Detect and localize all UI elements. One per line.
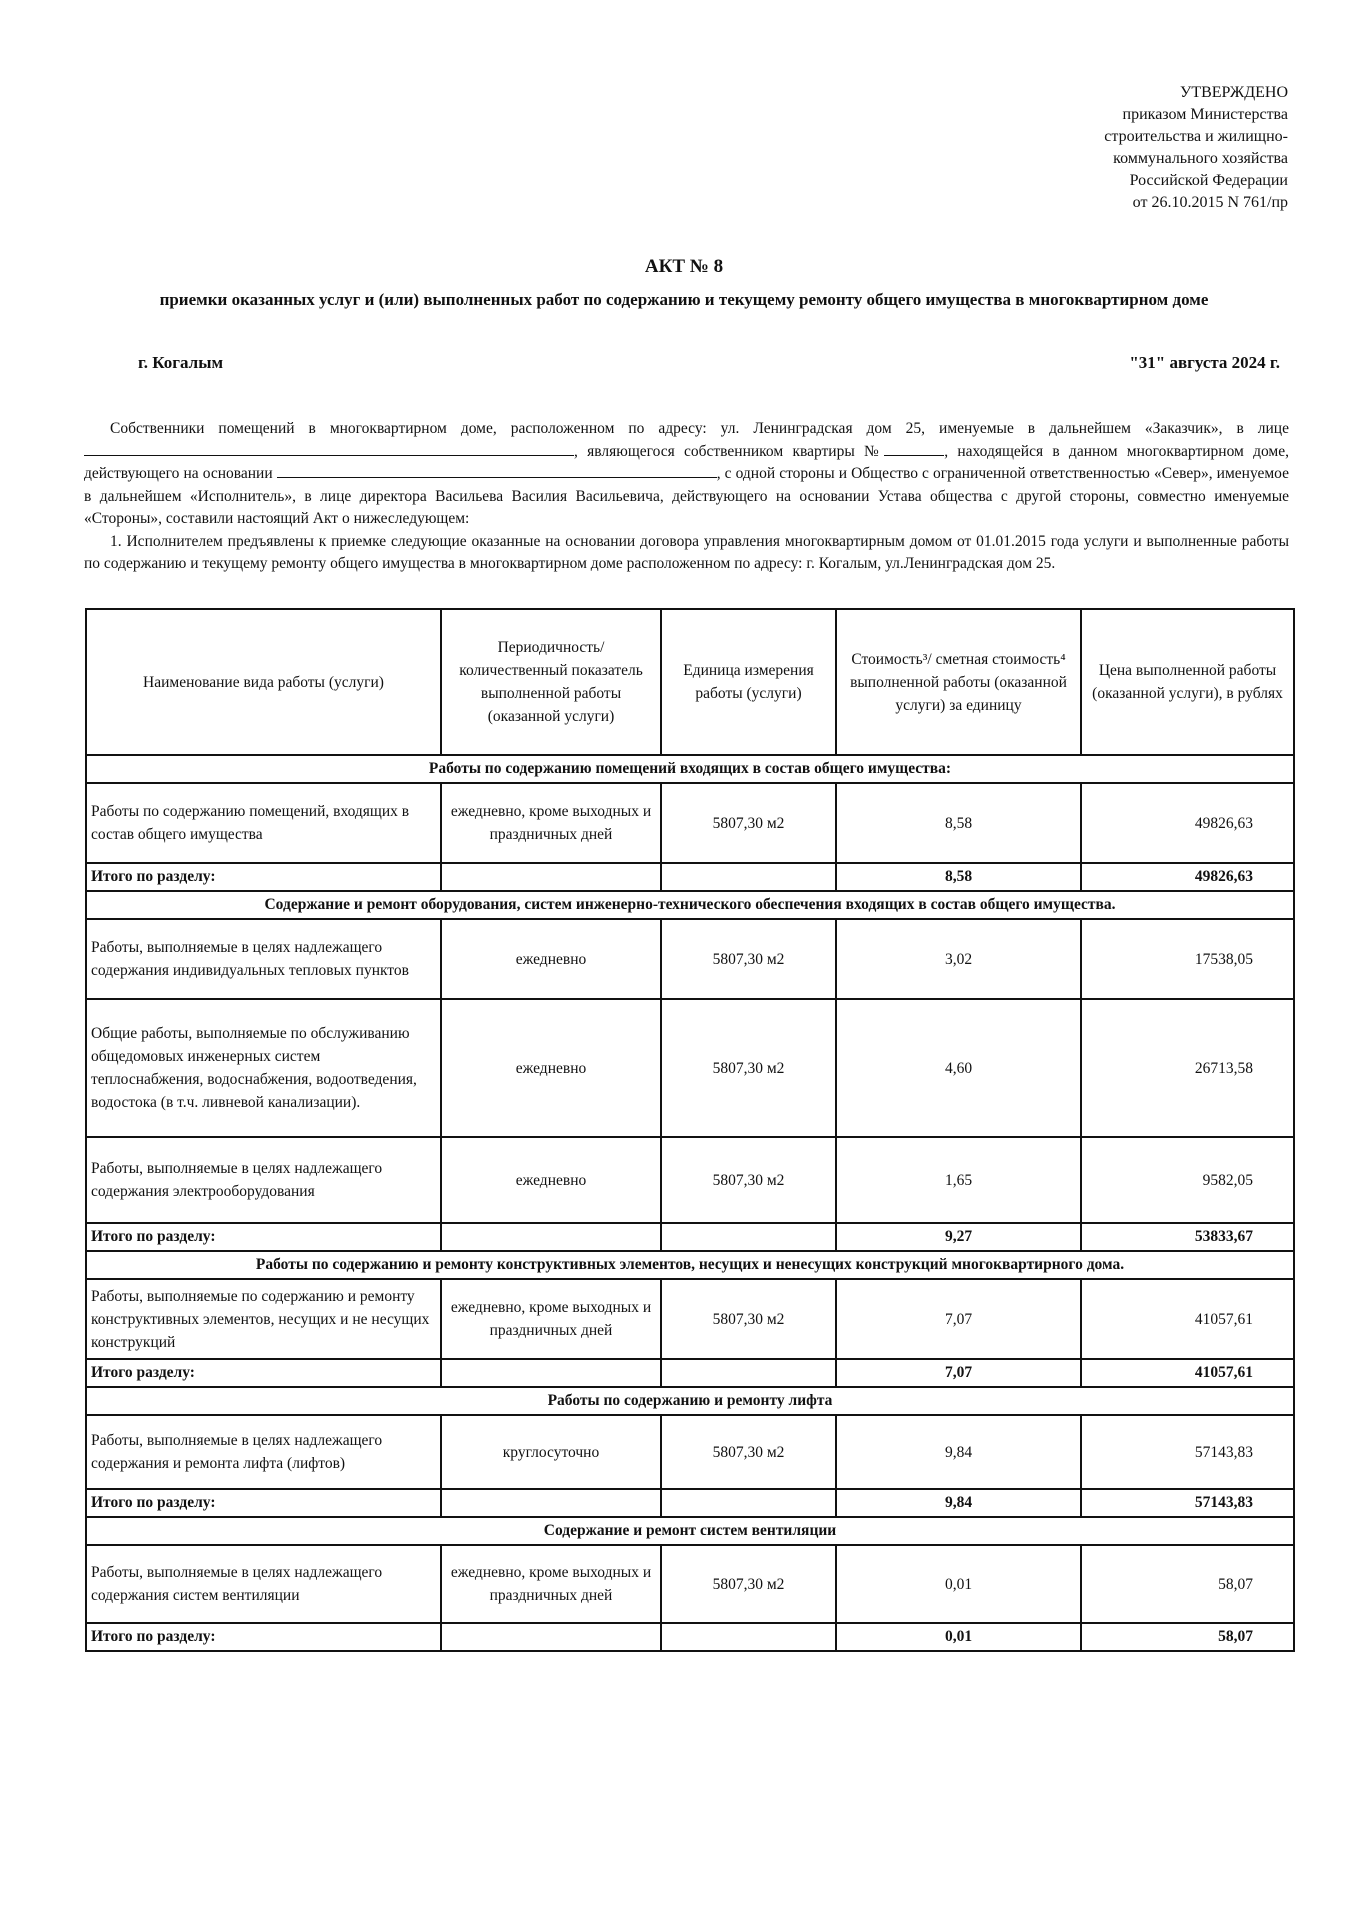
cell-unit: 5807,30 м2 bbox=[661, 783, 836, 863]
total-cost: 7,07 bbox=[836, 1359, 1081, 1387]
cell-period: круглосуточно bbox=[441, 1415, 661, 1489]
table-header-row bbox=[86, 609, 1294, 755]
total-label: Итого разделу: bbox=[86, 1359, 441, 1387]
header-period: Периодичность/ количественный показатель выполненной работы (оказанной услуги) bbox=[441, 609, 661, 755]
act-city: г. Когалым bbox=[138, 353, 224, 372]
section-title: Содержание и ремонт оборудования, систем инженерно-технического обеспечения входящих в состав общего имущества. bbox=[86, 891, 1294, 919]
cell-name: Работы, выполняемые по содержанию и ремонту конструктивных элементов, несущих и не несущих конструкций bbox=[86, 1279, 441, 1359]
total-label: Итого по разделу: bbox=[86, 863, 441, 891]
section-title-row bbox=[86, 891, 1294, 919]
table-row bbox=[86, 1545, 1294, 1623]
total-empty bbox=[441, 863, 661, 891]
cell-cost: 7,07 bbox=[836, 1279, 1081, 1359]
cell-name: Работы, выполняемые в целях надлежащего содержания и ремонта лифта (лифтов) bbox=[86, 1415, 441, 1489]
table-row bbox=[86, 1279, 1294, 1359]
table-row bbox=[86, 999, 1294, 1137]
intro-text-part: Собственники помещений в многоквартирном доме, расположенном по адресу: ул. Ленинградская дом 25, именуемые в дальнейшем «Заказчик», в лице bbox=[110, 420, 1289, 437]
intro-text bbox=[84, 418, 1289, 576]
cell-unit: 5807,30 м2 bbox=[661, 1137, 836, 1223]
cell-unit: 5807,30 м2 bbox=[661, 999, 836, 1137]
total-empty bbox=[661, 1623, 836, 1651]
cell-name: Работы, выполняемые в целях надлежащего содержания электрооборудования bbox=[86, 1137, 441, 1223]
cell-period: ежедневно, кроме выходных и праздничных дней bbox=[441, 1545, 661, 1623]
header-unit: Единица измерения работы (услуги) bbox=[661, 609, 836, 755]
section-total-row bbox=[86, 863, 1294, 891]
cell-price: 57143,83 bbox=[1081, 1415, 1294, 1489]
total-price: 58,07 bbox=[1081, 1623, 1294, 1651]
section-total-row bbox=[86, 1623, 1294, 1651]
cell-period: ежедневно bbox=[441, 919, 661, 999]
blank-field-representative bbox=[84, 441, 574, 456]
cell-cost: 9,84 bbox=[836, 1415, 1081, 1489]
cell-price: 9582,05 bbox=[1081, 1137, 1294, 1223]
cell-unit: 5807,30 м2 bbox=[661, 1415, 836, 1489]
section-title: Работы по содержанию помещений входящих в состав общего имущества: bbox=[86, 755, 1294, 783]
total-price: 53833,67 bbox=[1081, 1223, 1294, 1251]
section-title-row bbox=[86, 1251, 1294, 1279]
cell-name: Работы, выполняемые в целях надлежащего содержания систем вентиляции bbox=[86, 1545, 441, 1623]
section-title-row bbox=[86, 755, 1294, 783]
section-title-row bbox=[86, 1517, 1294, 1545]
cell-cost: 8,58 bbox=[836, 783, 1081, 863]
total-price: 49826,63 bbox=[1081, 863, 1294, 891]
total-cost: 9,84 bbox=[836, 1489, 1081, 1517]
total-empty bbox=[661, 863, 836, 891]
cell-cost: 4,60 bbox=[836, 999, 1081, 1137]
cell-cost: 0,01 bbox=[836, 1545, 1081, 1623]
total-price: 57143,83 bbox=[1081, 1489, 1294, 1517]
total-cost: 8,58 bbox=[836, 863, 1081, 891]
table-row bbox=[86, 919, 1294, 999]
act-subtitle: приемки оказанных услуг и (или) выполненных работ по содержанию и текущему ремонту общего имущества в многоквартирном доме bbox=[159, 290, 1209, 309]
cell-price: 49826,63 bbox=[1081, 783, 1294, 863]
total-empty bbox=[441, 1623, 661, 1651]
approval-line: от 26.10.2015 N 761/пр bbox=[1132, 194, 1288, 211]
total-empty bbox=[441, 1359, 661, 1387]
total-cost: 0,01 bbox=[836, 1623, 1081, 1651]
approval-line: коммунального хозяйства bbox=[1113, 150, 1288, 167]
section-title: Содержание и ремонт систем вентиляции bbox=[86, 1517, 1294, 1545]
total-price: 41057,61 bbox=[1081, 1359, 1294, 1387]
cell-unit: 5807,30 м2 bbox=[661, 1545, 836, 1623]
total-empty bbox=[441, 1489, 661, 1517]
act-date: "31" августа 2024 г. bbox=[1129, 353, 1280, 372]
blank-field-basis bbox=[277, 463, 717, 478]
header-price: Цена выполненной работы (оказанной услуги), в рублях bbox=[1081, 609, 1294, 755]
total-label: Итого по разделу: bbox=[86, 1223, 441, 1251]
section-total-row bbox=[86, 1489, 1294, 1517]
total-empty bbox=[661, 1359, 836, 1387]
intro-paragraph-services: 1. Исполнителем предъявлены к приемке следующие оказанные на основании договора управления многоквартирным домом от 01.01.2015 года услуги и выполненные работы по содержанию и текущему ремонту общего имущества в многоквартирном доме расположенном по адресу: г. Когалым, ул.Ленинградская дом 25. bbox=[84, 532, 1289, 572]
table-row bbox=[86, 1415, 1294, 1489]
section-title: Работы по содержанию и ремонту лифта bbox=[86, 1387, 1294, 1415]
blank-field-apartment bbox=[884, 441, 944, 456]
section-title-row bbox=[86, 1387, 1294, 1415]
header-name: Наименование вида работы (услуги) bbox=[86, 609, 441, 755]
cell-unit: 5807,30 м2 bbox=[661, 1279, 836, 1359]
cell-name: Общие работы, выполняемые по обслуживанию общедомовых инженерных систем теплоснабжения, водоснабжения, водоотведения, водостока (в т.ч. ливневой канализации). bbox=[86, 999, 441, 1137]
approval-line: УТВЕРЖДЕНО bbox=[1179, 84, 1288, 101]
total-label: Итого по разделу: bbox=[86, 1623, 441, 1651]
cell-price: 17538,05 bbox=[1081, 919, 1294, 999]
cell-name: Работы, выполняемые в целях надлежащего содержания индивидуальных тепловых пунктов bbox=[86, 919, 441, 999]
cell-period: ежедневно bbox=[441, 1137, 661, 1223]
total-empty bbox=[661, 1489, 836, 1517]
cell-price: 26713,58 bbox=[1081, 999, 1294, 1137]
total-empty bbox=[661, 1223, 836, 1251]
table-row bbox=[86, 1137, 1294, 1223]
table-row bbox=[86, 783, 1294, 863]
cell-period: ежедневно, кроме выходных и праздничных дней bbox=[441, 1279, 661, 1359]
section-total-row bbox=[86, 1359, 1294, 1387]
intro-text-part: , с одной стороны и Общество с ограниченной ответственностью «Север», именуемое в дальнейшем «Исполнитель», в лице директора Васильева Василия Васильевича, действующего на основании Устава общества с другой стороны, совместно именуемые «Стороны», составили настоящий Акт о нижеследующем: bbox=[84, 465, 1290, 527]
cell-unit: 5807,30 м2 bbox=[661, 919, 836, 999]
cell-cost: 3,02 bbox=[836, 919, 1081, 999]
intro-text-part: , находящейся в данном многоквартирном доме, действующего на основании bbox=[84, 442, 1289, 482]
cell-cost: 1,65 bbox=[836, 1137, 1081, 1223]
act-title: АКТ № 8 bbox=[644, 256, 724, 277]
intro-paragraph-parties bbox=[84, 418, 1289, 531]
approval-line: строительства и жилищно- bbox=[1104, 128, 1288, 145]
section-title: Работы по содержанию и ремонту конструктивных элементов, несущих и ненесущих конструкций многоквартирного дома. bbox=[86, 1251, 1294, 1279]
total-label: Итого по разделу: bbox=[86, 1489, 441, 1517]
cell-price: 58,07 bbox=[1081, 1545, 1294, 1623]
total-cost: 9,27 bbox=[836, 1223, 1081, 1251]
cell-price: 41057,61 bbox=[1081, 1279, 1294, 1359]
total-empty bbox=[441, 1223, 661, 1251]
header-cost: Стоимость³/ сметная стоимость⁴ выполненной работы (оказанной услуги) за единицу bbox=[836, 609, 1081, 755]
approval-line: приказом Министерства bbox=[1122, 106, 1288, 123]
intro-text-part: , являющегося собственником квартиры № bbox=[574, 442, 885, 460]
cell-period: ежедневно bbox=[441, 999, 661, 1137]
works-table bbox=[85, 608, 1295, 1652]
cell-name: Работы по содержанию помещений, входящих в состав общего имущества bbox=[86, 783, 441, 863]
section-total-row bbox=[86, 1223, 1294, 1251]
approval-stamp bbox=[1104, 82, 1288, 214]
cell-period: ежедневно, кроме выходных и праздничных дней bbox=[441, 783, 661, 863]
approval-line: Российской Федерации bbox=[1129, 172, 1288, 189]
